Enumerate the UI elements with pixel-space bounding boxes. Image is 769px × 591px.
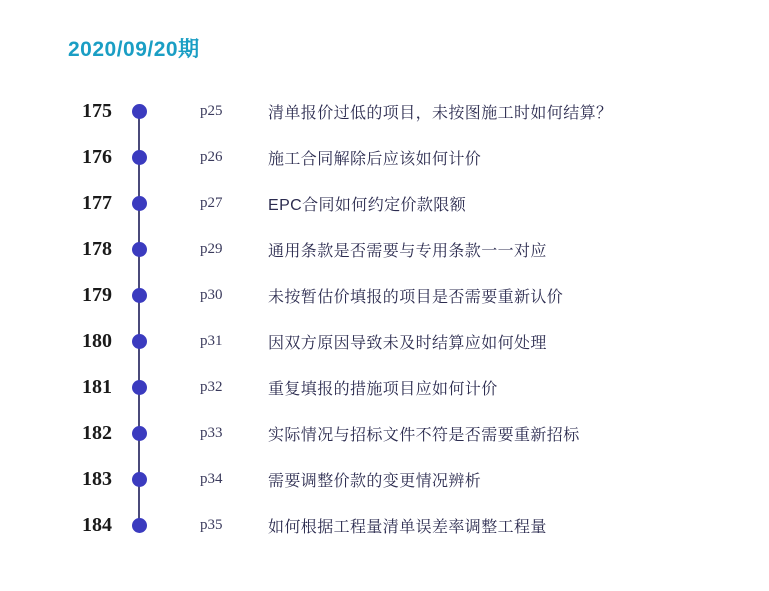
entry-page-ref: p34 — [200, 470, 223, 487]
entry-number: 175 — [82, 99, 112, 122]
timeline-dot-icon — [128, 514, 150, 536]
entry-title[interactable]: 如何根据工程量清单误差率调整工程量 — [268, 518, 547, 536]
entry-title[interactable]: 未按暂估价填报的项目是否需要重新认价 — [268, 288, 564, 306]
timeline-dot-icon — [128, 422, 150, 444]
entry-page-ref: p25 — [200, 102, 223, 119]
entry-title[interactable]: 施工合同解除后应该如何计价 — [268, 150, 482, 168]
timeline-dot-icon — [128, 468, 150, 490]
list-item[interactable] — [0, 410, 769, 456]
entry-number: 180 — [82, 329, 112, 352]
entry-number: 182 — [82, 421, 112, 444]
timeline-dot-icon — [128, 192, 150, 214]
entry-title[interactable]: 需要调整价款的变更情况辨析 — [268, 472, 482, 490]
entry-title[interactable]: 清单报价过低的项目，未按图施工时如何结算？ — [268, 104, 613, 122]
entry-number: 183 — [82, 467, 112, 490]
entry-page-ref: p30 — [200, 286, 223, 303]
entry-list — [0, 88, 769, 548]
entry-number: 176 — [82, 145, 112, 168]
entry-page-ref: p29 — [200, 240, 223, 257]
entry-title[interactable]: 重复填报的措施项目应如何计价 — [268, 380, 498, 398]
entry-page-ref: p35 — [200, 516, 223, 533]
entry-title[interactable]: 通用条款是否需要与专用条款一一对应 — [268, 242, 547, 260]
timeline-dot-icon — [128, 284, 150, 306]
list-item[interactable] — [0, 272, 769, 318]
entry-title[interactable]: 因双方原因导致未及时结算应如何处理 — [268, 334, 547, 352]
entry-title[interactable]: 实际情况与招标文件不符是否需要重新招标 — [268, 426, 580, 444]
list-item[interactable] — [0, 134, 769, 180]
entry-number: 181 — [82, 375, 112, 398]
list-item[interactable] — [0, 88, 769, 134]
list-item[interactable] — [0, 226, 769, 272]
entry-number: 177 — [82, 191, 112, 214]
timeline-dot-icon — [128, 100, 150, 122]
entry-page-ref: p27 — [200, 194, 223, 211]
list-item[interactable] — [0, 180, 769, 226]
entry-page-ref: p31 — [200, 332, 223, 349]
list-item[interactable] — [0, 502, 769, 548]
entry-number: 179 — [82, 283, 112, 306]
issue-title: 2020/09/20期 — [68, 38, 200, 61]
timeline-dot-icon — [128, 146, 150, 168]
entry-page-ref: p33 — [200, 424, 223, 441]
list-item[interactable] — [0, 456, 769, 502]
entry-page-ref: p32 — [200, 378, 223, 395]
timeline-dot-icon — [128, 330, 150, 352]
entry-title[interactable]: EPC合同如何约定价款限额 — [268, 196, 467, 214]
entry-number: 178 — [82, 237, 112, 260]
entry-page-ref: p26 — [200, 148, 223, 165]
timeline-dot-icon — [128, 238, 150, 260]
list-item[interactable] — [0, 364, 769, 410]
entry-number: 184 — [82, 513, 112, 536]
list-item[interactable] — [0, 318, 769, 364]
timeline-dot-icon — [128, 376, 150, 398]
